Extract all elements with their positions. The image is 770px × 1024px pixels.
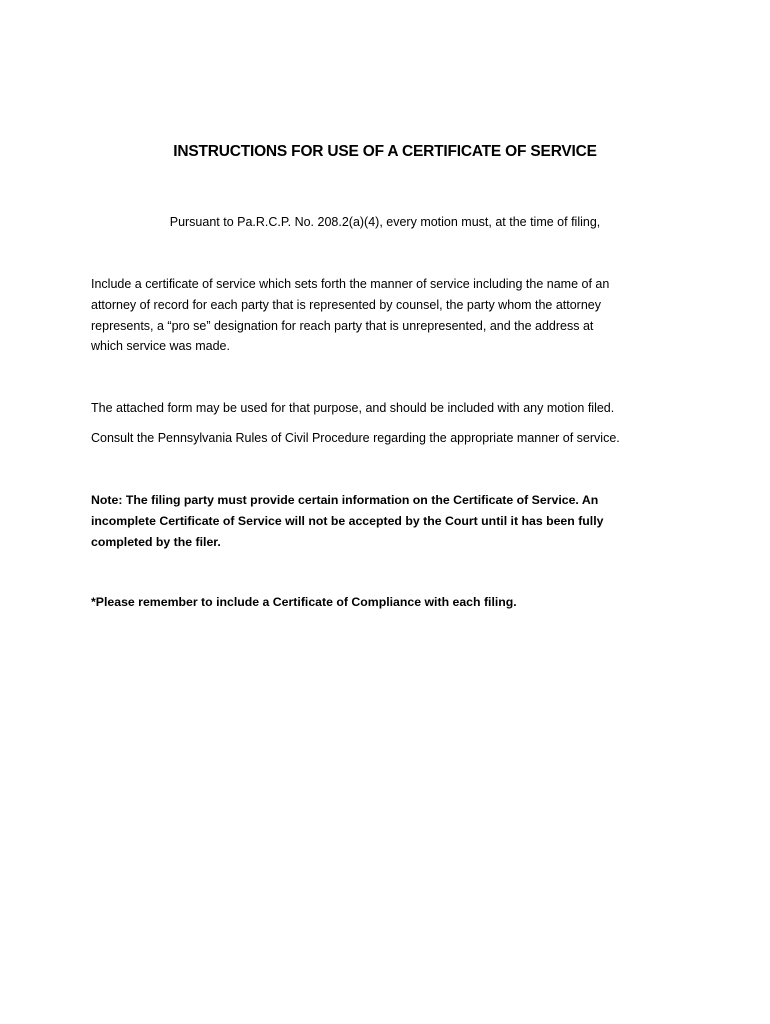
paragraph-line: Consult the Pennsylvania Rules of Civil Procedure regarding the appropriate manner of service.: [91, 431, 620, 445]
note-line: incomplete Certificate of Service will not be accepted by the Court until it has been fully: [91, 513, 604, 528]
paragraph-line: which service was made.: [91, 339, 230, 354]
intro-text: Pursuant to Pa.R.C.P. No. 208.2(a)(4), every motion must, at the time of filing,: [169, 215, 601, 229]
document-title: INSTRUCTIONS FOR USE OF A CERTIFICATE OF SERVICE: [173, 143, 597, 160]
note-line: Note: The filing party must provide certain information on the Certificate of Service. An: [91, 493, 599, 507]
reminder-paragraph: [91, 592, 691, 613]
attached-form-paragraph: [91, 398, 691, 419]
paragraph-line: represents, a “pro se” designation for reach party that is unrepresented, and the address at: [91, 318, 594, 333]
paragraph-line: The attached form may be used for that purpose, and should be included with any motion filed.: [91, 401, 615, 415]
certificate-requirements-paragraph: [91, 274, 691, 357]
reminder-line: *Please remember to include a Certificate of Compliance with each filing.: [91, 595, 517, 609]
note-paragraph: [91, 490, 691, 552]
note-line: completed by the filer.: [91, 534, 221, 549]
paragraph-line: Include a certificate of service which sets forth the manner of service including the name of an: [91, 277, 610, 291]
paragraph-line: attorney of record for each party that is represented by counsel, the party whom the attorney: [91, 297, 601, 312]
consult-rules-paragraph: [91, 428, 691, 449]
